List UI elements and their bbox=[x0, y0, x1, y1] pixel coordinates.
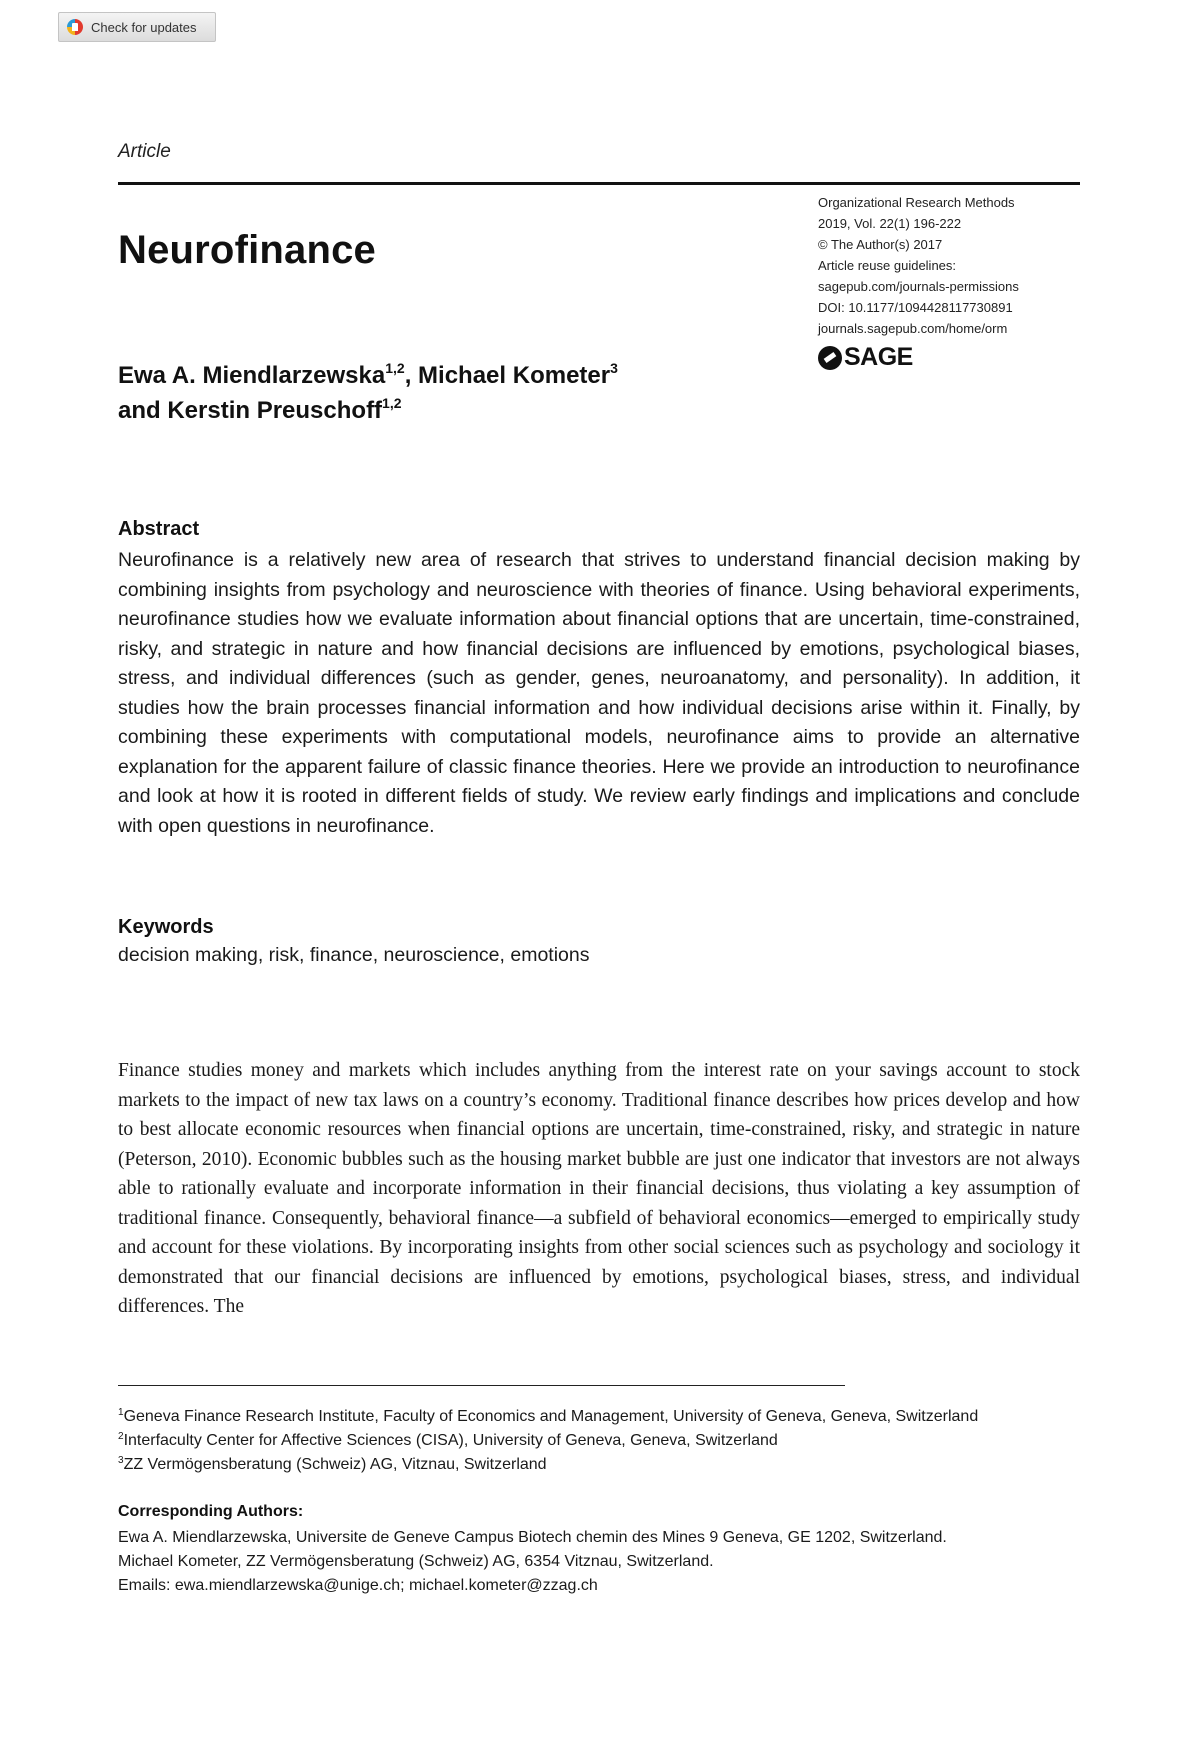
author-name: Michael Kometer bbox=[418, 362, 611, 389]
corresponding-emails[interactable]: Emails: ewa.miendlarzewska@unige.ch; michael.kometer@zzag.ch bbox=[118, 1577, 598, 1594]
keywords-heading: Keywords bbox=[118, 916, 214, 938]
affiliation-item bbox=[118, 1405, 978, 1429]
affiliation-number: 1 bbox=[118, 1407, 124, 1418]
affiliations-list bbox=[118, 1405, 978, 1477]
author-affiliation-marker: 1,2 bbox=[382, 395, 402, 411]
sage-logo-icon bbox=[818, 346, 842, 370]
affiliation-text: Geneva Finance Research Institute, Faculty of Economics and Management, University of Geneva, Geneva, Switzerland bbox=[123, 1408, 979, 1425]
corresponding-authors-details bbox=[118, 1526, 947, 1598]
header-rule bbox=[118, 182, 1080, 185]
corresponding-author-address: Michael Kometer, ZZ Vermögensberatung (Schweiz) AG, 6354 Vitznau, Switzerland. bbox=[118, 1553, 714, 1570]
author-name: Ewa A. Miendlarzewska bbox=[118, 362, 386, 389]
sage-logo bbox=[818, 343, 913, 372]
doi-link[interactable]: DOI: 10.1177/1094428117730891 bbox=[818, 300, 1013, 315]
author-affiliation-marker: 1,2 bbox=[385, 360, 405, 376]
author-separator: , bbox=[404, 362, 419, 389]
journal-volume: 2019, Vol. 22(1) 196-222 bbox=[818, 216, 962, 231]
author-affiliation-marker: 3 bbox=[610, 360, 618, 376]
affiliation-number: 3 bbox=[118, 1455, 124, 1466]
author-line-1 bbox=[118, 358, 618, 393]
affiliation-item bbox=[118, 1453, 978, 1477]
check-for-updates-button[interactable] bbox=[58, 12, 216, 42]
journal-home-link[interactable]: journals.sagepub.com/home/orm bbox=[818, 321, 1008, 336]
crossmark-icon bbox=[67, 19, 83, 35]
copyright-line: © The Author(s) 2017 bbox=[818, 237, 943, 252]
permissions-link[interactable]: sagepub.com/journals-permissions bbox=[818, 279, 1019, 294]
footnote-rule bbox=[118, 1385, 845, 1386]
paper-title: Neurofinance bbox=[118, 228, 377, 272]
affiliation-text: ZZ Vermögensberatung (Schweiz) AG, Vitznau, Switzerland bbox=[123, 1456, 547, 1473]
reuse-guidelines-label: Article reuse guidelines: bbox=[818, 258, 957, 273]
journal-name: Organizational Research Methods bbox=[818, 195, 1015, 210]
affiliation-text: Interfaculty Center for Affective Sciences (CISA), University of Geneva, Geneva, Switzerland bbox=[123, 1432, 778, 1449]
article-type-label: Article bbox=[118, 141, 171, 162]
abstract-heading: Abstract bbox=[118, 518, 200, 540]
check-for-updates-label: Check for updates bbox=[91, 19, 197, 35]
body-paragraph: Finance studies money and markets which includes anything from the interest rate on your savings account to stock markets to the impact of new tax laws on a country’s economy. Traditional finance describes how prices develop and how to best allocate economic resources when financial options are uncertain, time-constrained, risky, and strategic in nature (Peterson, 2010). Economic bubbles such as the housing market bubble are just one indicator that investors are not always able to rationally evaluate and incorporate information in their financial decisions, thus violating a key assumption of traditional finance. Consequently, behavioral finance—a subfield of behavioral economics—emerged to empirically study and account for these violations. By incorporating insights from other social sciences such as psychology and sociology it demonstrated that our financial decisions are influenced by emotions, psychological biases, stress, and individual differences. The bbox=[118, 1060, 1080, 1317]
corresponding-author-address: Ewa A. Miendlarzewska, Universite de Geneve Campus Biotech chemin des Mines 9 Geneva, GE 1202, Switzerland. bbox=[118, 1529, 947, 1546]
keywords-text: decision making, risk, finance, neuroscience, emotions bbox=[118, 944, 590, 966]
abstract-text: Neurofinance is a relatively new area of research that strives to understand financial decision making by combining insights from psychology and neuroscience with theories of finance. Using behavioral experiments, neurofinance studies how we evaluate information about financial options that are uncertain, time-constrained, risky, and strategic in nature and how financial decisions are influenced by emotions, psychological biases, stress, and individual differences (such as gender, genes, neuroanatomy, and personality). In addition, it studies how the brain processes financial information and how individual decisions arise within it. Finally, by combining these experiments with computational models, neurofinance aims to provide an alternative explanation for the apparent failure of classic finance theories. Here we provide an introduction to neurofinance and look at how it is rooted in different fields of study. We review early findings and implications and conclude with open questions in neurofinance. bbox=[118, 549, 1080, 837]
author-line-2 bbox=[118, 393, 618, 428]
sage-logo-text: SAGE bbox=[844, 343, 913, 371]
corresponding-authors-heading: Corresponding Authors: bbox=[118, 1503, 304, 1520]
author-name: and Kerstin Preuschoff bbox=[118, 397, 383, 424]
affiliation-item bbox=[118, 1429, 978, 1453]
affiliation-number: 2 bbox=[118, 1431, 124, 1442]
author-list bbox=[118, 358, 618, 428]
journal-info bbox=[818, 192, 1019, 339]
